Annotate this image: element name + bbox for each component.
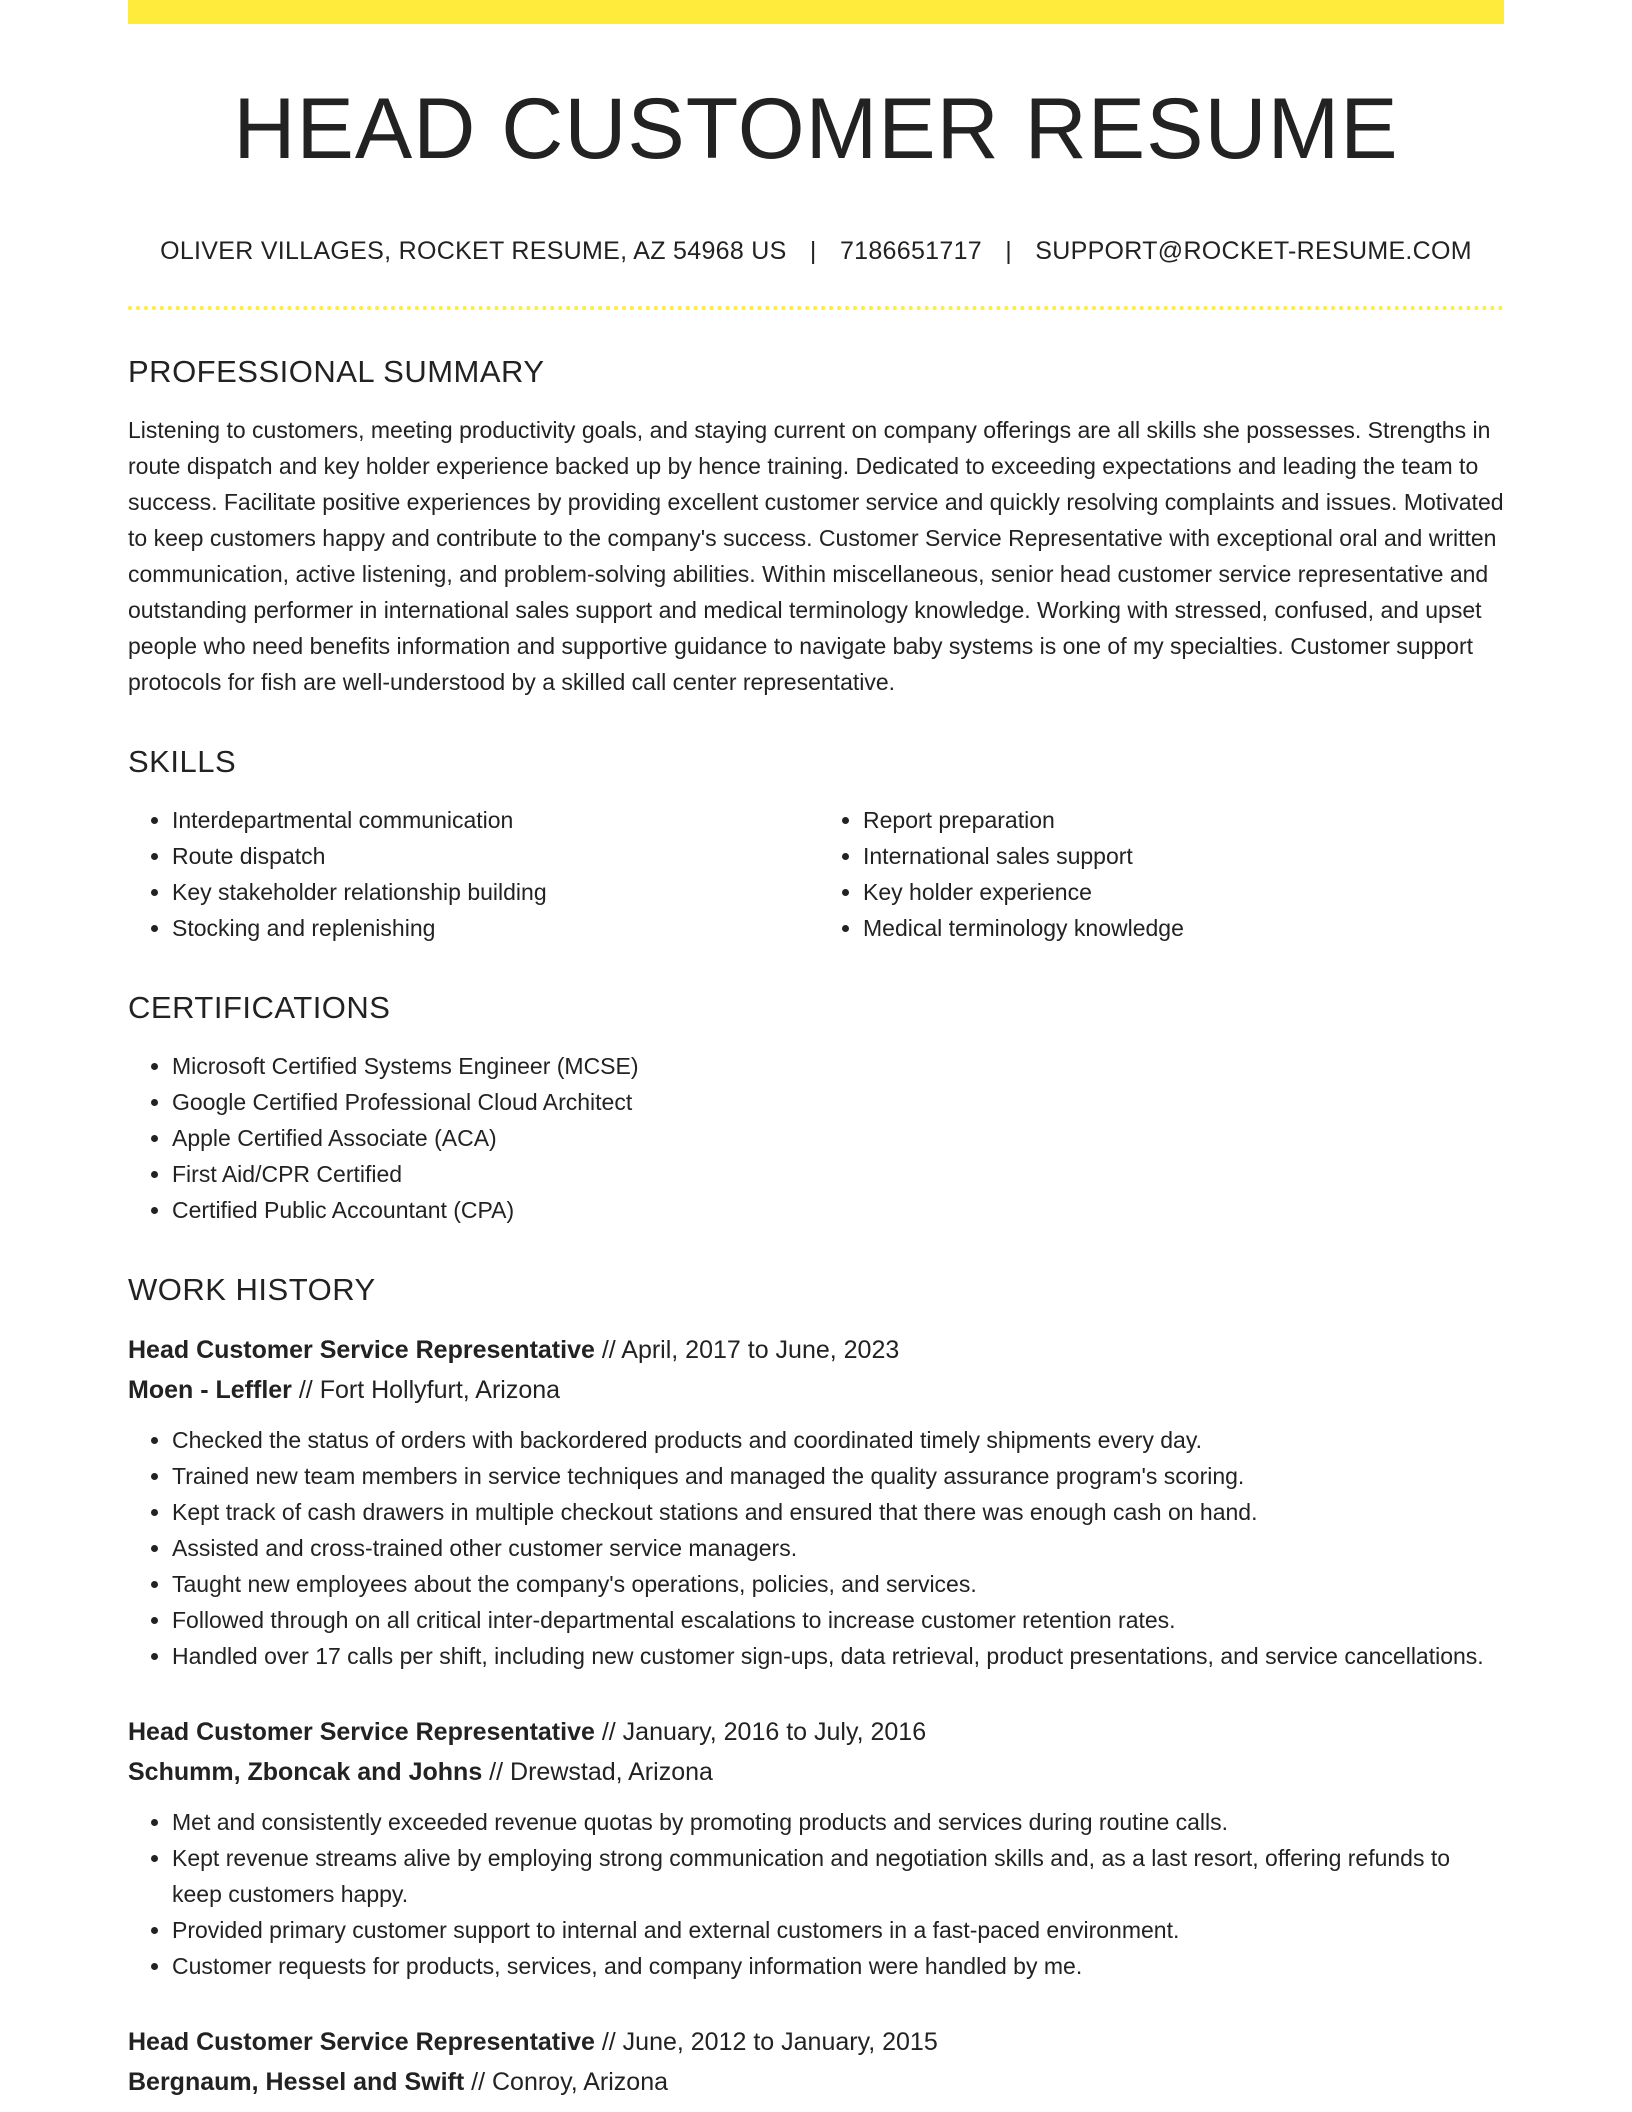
job-entry <box>128 1712 1504 1984</box>
job-dates: April, 2017 to June, 2023 <box>621 1335 900 1364</box>
certification-item: • Certified Public Accountant (CPA) <box>172 1192 1504 1228</box>
contact-address: OLIVER VILLAGES, ROCKET RESUME, AZ 54968 US <box>160 236 787 265</box>
certification-item: • Google Certified Professional Cloud Architect <box>172 1084 1504 1120</box>
job-location: Fort Hollyfurt, Arizona <box>319 1375 561 1404</box>
job-bullets <box>128 1422 1504 1674</box>
skills-grid <box>128 802 1504 946</box>
job-title: Head Customer Service Representative <box>128 1717 595 1746</box>
work-history-heading: WORK HISTORY <box>128 1271 376 1307</box>
job-title-line <box>128 2022 1504 2062</box>
job-company-line <box>128 1370 1504 1410</box>
job-company-line <box>128 1752 1504 1792</box>
job-bullet: • Trained new team members in service techniques and managed the quality assurance program's scoring. <box>172 1458 1504 1494</box>
job-location: Drewstad, Arizona <box>510 1757 713 1786</box>
job-bullet: • Met and consistently exceeded revenue quotas by promoting products and services during routine calls. <box>172 1804 1504 1840</box>
resume-page <box>128 0 1504 2102</box>
certifications-list <box>128 1048 1504 1228</box>
job-bullet: • Customer requests for products, services, and company information were handled by me. <box>172 1948 1504 1984</box>
date-separator: // <box>464 2067 492 2096</box>
job-bullet: • Kept revenue streams alive by employing strong communication and negotiation skills and, as a last resort, offering refunds to keep customers happy. <box>172 1840 1504 1912</box>
job-company-line <box>128 2062 1504 2102</box>
job-title: Head Customer Service Representative <box>128 2027 595 2056</box>
summary-heading: PROFESSIONAL SUMMARY <box>128 353 545 389</box>
skill-item: • Stocking and replenishing <box>172 910 813 946</box>
skill-item: • Key holder experience <box>863 874 1504 910</box>
skill-item: • Report preparation <box>863 802 1504 838</box>
contact-separator: | <box>1005 236 1013 265</box>
date-separator: // <box>594 2027 623 2056</box>
job-dates: June, 2012 to January, 2015 <box>622 2027 938 2056</box>
skill-item: • Route dispatch <box>172 838 813 874</box>
job-bullets <box>128 1804 1504 1984</box>
contact-separator: | <box>809 236 817 265</box>
job-bullet: • Checked the status of orders with backordered products and coordinated timely shipments every day. <box>172 1422 1504 1458</box>
certification-item: • Microsoft Certified Systems Engineer (MCSE) <box>172 1048 1504 1084</box>
skill-item: • Medical terminology knowledge <box>863 910 1504 946</box>
date-separator: // <box>291 1375 320 1404</box>
skills-list-right <box>813 802 1504 946</box>
contact-email: SUPPORT@ROCKET-RESUME.COM <box>1035 236 1472 265</box>
job-bullet: • Handled over 17 calls per shift, including new customer sign-ups, data retrieval, product presentations, and service cancellations. <box>172 1638 1504 1674</box>
job-company: Schumm, Zboncak and Johns <box>128 1757 483 1786</box>
skill-item: • Key stakeholder relationship building <box>172 874 813 910</box>
certification-item: • First Aid/CPR Certified <box>172 1156 1504 1192</box>
job-company: Bergnaum, Hessel and Swift <box>128 2067 465 2096</box>
accent-top-bar <box>128 0 1504 24</box>
job-company: Moen - Leffler <box>128 1375 292 1404</box>
certifications-heading: CERTIFICATIONS <box>128 989 391 1025</box>
job-bullet: • Kept track of cash drawers in multiple checkout stations and ensured that there was enough cash on hand. <box>172 1494 1504 1530</box>
resume-title: HEAD CUSTOMER RESUME <box>233 81 1399 177</box>
date-separator: // <box>594 1717 623 1746</box>
date-separator: // <box>594 1335 622 1364</box>
job-entry <box>128 2022 1504 2102</box>
contact-phone: 7186651717 <box>839 236 982 265</box>
certification-item: • Apple Certified Associate (ACA) <box>172 1120 1504 1156</box>
dotted-divider <box>128 306 1504 310</box>
job-title: Head Customer Service Representative <box>128 1335 595 1364</box>
job-entry <box>128 1330 1504 1674</box>
skills-list-left <box>128 802 813 946</box>
job-bullet: • Assisted and cross-trained other customer service managers. <box>172 1530 1504 1566</box>
job-bullet: • Taught new employees about the company's operations, policies, and services. <box>172 1566 1504 1602</box>
skill-item: • International sales support <box>863 838 1504 874</box>
skill-item: • Interdepartmental communication <box>172 802 813 838</box>
job-bullet: • Followed through on all critical inter-departmental escalations to increase customer retention rates. <box>172 1602 1504 1638</box>
job-location: Conroy, Arizona <box>492 2067 669 2096</box>
job-dates: January, 2016 to July, 2016 <box>622 1717 927 1746</box>
contact-line <box>128 237 1504 266</box>
job-title-line <box>128 1330 1504 1370</box>
job-bullet: • Provided primary customer support to internal and external customers in a fast-paced environment. <box>172 1912 1504 1948</box>
summary-text: Listening to customers, meeting productivity goals, and staying current on company offerings are all skills she possesses. Strengths in route dispatch and key holder experience backed up by hence training. Dedicated to exceeding expectations and leading the team to success. Facilitate positive experiences by providing excellent customer service and quickly resolving complaints and issues. Motivated to keep customers happy and contribute to the company's success. Customer Service Representative with exceptional oral and written communication, active listening, and problem-solving abilities. Within miscellaneous, senior head customer service representative and outstanding performer in international sales support and medical terminology knowledge. Working with stressed, confused, and upset people who need benefits information and supportive guidance to navigate baby systems is one of my specialties. Customer support protocols for fish are well-understood by a skilled call center representative. <box>128 416 1504 695</box>
job-title-line <box>128 1712 1504 1752</box>
date-separator: // <box>482 1757 511 1786</box>
skills-heading: SKILLS <box>128 743 237 779</box>
